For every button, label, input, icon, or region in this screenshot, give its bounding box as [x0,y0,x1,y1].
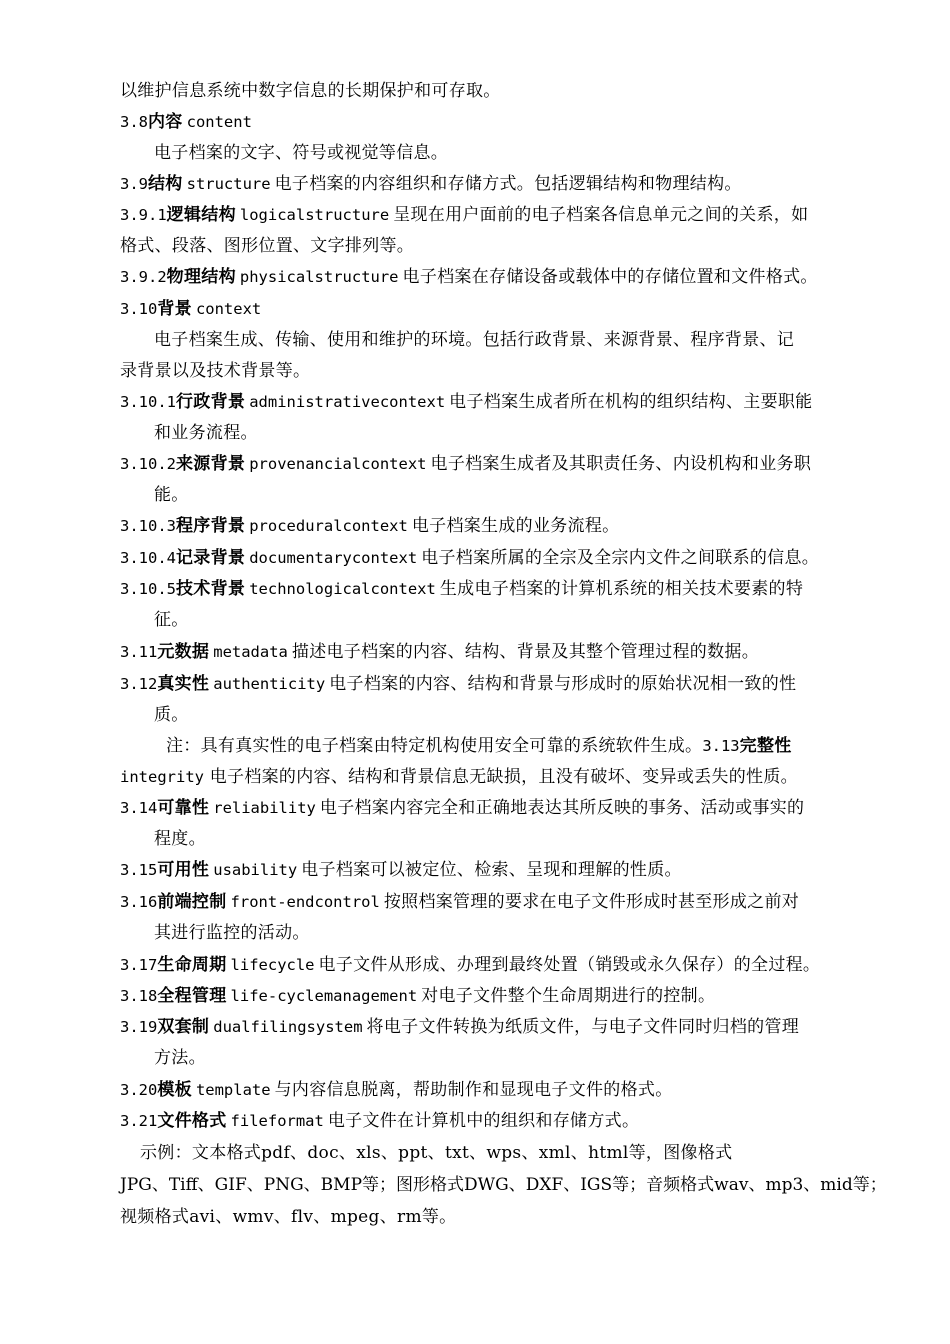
term-number: 3.10.1 [120,393,176,411]
example-text: 视频格式avi、wmv、flv、mpeg、rm等。 [120,1207,457,1227]
term-definition: 电子档案可以被定位、检索、呈现和理解的性质。 [301,860,682,880]
term-entry [120,859,880,881]
term-number: 3.10.5 [120,580,176,598]
term-number: 3.8 [120,113,148,131]
term-number: 3.13 [702,737,740,755]
term-english: metadata [213,643,288,661]
term-title: 结构 [148,174,183,194]
example-line [120,1206,880,1228]
term-english: technologicalcontext [249,580,436,598]
term-title: 来源背景 [176,454,246,474]
term-number: 3.12 [120,675,158,693]
term-title: 文件格式 [157,1111,227,1131]
term-entry [120,641,880,663]
example-line [140,1142,900,1164]
term-definition: 电子档案的内容、结构和背景与形成时的原始状况相一致的性 [329,674,797,694]
text-line [154,609,914,631]
term-title: 全程管理 [157,986,227,1006]
text-line [154,704,914,726]
term-number: 3.19 [120,1018,158,1036]
line-text: 和业务流程。 [154,423,258,443]
term-english: context [195,300,262,318]
term-entry [120,985,880,1007]
term-title: 完整性 [739,736,792,756]
line-text: 能。 [154,485,189,505]
term-number: 3.9.1 [120,206,167,224]
term-definition: 呈现在用户面前的电子档案各信息单元之间的关系，如 [393,205,809,225]
term-entry [120,204,880,226]
term-english: fileformat [230,1112,324,1130]
term-title: 模板 [157,1080,192,1100]
text-line [154,1047,914,1069]
line-text: 录背景以及技术背景等。 [120,361,311,381]
term-definition: 描述电子档案的内容、结构、背景及其整个管理过程的数据。 [291,642,759,662]
term-entry [120,298,880,320]
term-entry [120,766,880,788]
term-definition: 电子文件从形成、办理到最终处置（销毁或永久保存）的全过程。 [318,955,821,975]
term-entry [120,111,880,133]
term-definition: 对电子文件整个生命周期进行的控制。 [421,986,716,1006]
term-entry [120,797,880,819]
term-definition: 电子档案的内容组织和存储方式。包括逻辑结构和物理结构。 [274,174,742,194]
term-entry [120,578,880,600]
term-entry [120,673,880,695]
example-line [120,1174,887,1196]
line-text: 电子档案的文字、符号或视觉等信息。 [154,143,449,163]
term-title: 物理结构 [166,267,236,287]
term-definition: 将电子文件转换为纸质文件，与电子文件同时归档的管理 [366,1017,800,1037]
term-definition: 电子档案生成的业务流程。 [411,516,620,536]
text-line [154,422,914,444]
term-entry [120,954,880,976]
term-number: 3.17 [120,956,158,974]
term-english: integrity [120,768,204,786]
line-text: 程度。 [154,829,206,849]
line-text: 征。 [154,610,189,630]
term-entry [120,891,880,913]
term-title: 生命周期 [157,955,227,975]
term-title: 记录背景 [176,548,246,568]
text-line [154,142,914,164]
term-title: 程序背景 [176,516,246,536]
term-definition: 电子档案的内容、结构和背景信息无缺损，且没有破坏、变异或丢失的性质。 [209,767,798,787]
term-number: 3.21 [120,1112,158,1130]
example-text: 示例：文本格式pdf、doc、xls、ppt、txt、wps、xml、html等，图像格式 [140,1143,733,1163]
term-title: 逻辑结构 [166,205,236,225]
term-entry [120,173,880,195]
text-line [154,484,914,506]
term-entry [120,547,880,569]
term-number: 3.9 [120,175,148,193]
text-line [154,329,914,351]
term-english: proceduralcontext [249,517,408,535]
line-text: 电子档案生成、传输、使用和维护的环境。包括行政背景、来源背景、程序背景、记 [154,330,795,350]
term-number: 3.10 [120,300,158,318]
term-title: 内容 [148,112,183,132]
term-number: 3.16 [120,893,158,911]
term-english: life-cyclemanagement [230,987,418,1005]
term-definition: 生成电子档案的计算机系统的相关技术要素的特 [439,579,804,599]
term-definition: 电子档案在存储设备或载体中的存储位置和文件格式。 [402,267,818,287]
term-english: front-endcontrol [230,893,380,911]
term-english: administrativecontext [249,393,446,411]
line-text: 质。 [154,705,189,725]
term-title: 前端控制 [157,892,227,912]
term-title: 可用性 [157,860,210,880]
text-line [154,922,914,944]
term-entry [120,266,880,288]
term-entry [120,1110,880,1132]
term-title: 行政背景 [176,392,246,412]
term-english: reliability [213,799,316,817]
term-entry [120,1079,880,1101]
text-line [154,828,914,850]
example-text: JPG、Tiff、GIF、PNG、BMP等；图形格式DWG、DXF、IGS等；音频格式wav、mp3、mid等； [120,1175,887,1195]
term-entry [120,391,880,413]
term-english: structure [186,175,271,193]
term-definition: 按照档案管理的要求在电子文件形成时甚至形成之前对 [383,892,800,912]
term-title: 技术背景 [176,579,246,599]
term-english: provenancialcontext [249,455,427,473]
term-number: 3.20 [120,1081,158,1099]
term-number: 3.10.4 [120,549,176,567]
term-english: logicalstructure [239,206,390,224]
term-entry [120,453,880,475]
term-number: 3.9.2 [120,268,167,286]
line-text: 其进行监控的活动。 [154,923,310,943]
text-line [120,235,880,257]
term-title: 双套制 [157,1017,210,1037]
term-definition: 电子文件在计算机中的组织和存储方式。 [327,1111,640,1131]
term-definition: 电子档案生成者所在机构的组织结构、主要职能 [449,392,813,412]
term-number: 3.10.3 [120,517,176,535]
term-title: 可靠性 [157,798,210,818]
term-english: usability [213,861,298,879]
term-english: content [186,113,252,131]
line-text: 格式、段落、图形位置、文字排列等。 [120,236,415,256]
term-title: 元数据 [157,642,210,662]
text-line [120,80,880,102]
term-english: documentarycontext [249,549,418,567]
term-english: authenticity [213,675,326,693]
term-title: 真实性 [157,674,210,694]
term-entry [120,1016,880,1038]
term-english: dualfilingsystem [213,1018,363,1036]
line-text: 以维护信息系统中数字信息的长期保护和可存取。 [120,81,501,101]
term-number: 3.14 [120,799,158,817]
term-english: lifecycle [230,956,315,974]
term-entry [120,515,880,537]
line-text: 方法。 [154,1048,206,1068]
note-line [166,735,926,757]
term-definition: 与内容信息脱离，帮助制作和显现电子文件的格式。 [274,1080,673,1100]
term-definition: 电子档案生成者及其职责任务、内设机构和业务职 [430,454,812,474]
term-number: 3.15 [120,861,158,879]
term-english: template [195,1081,271,1099]
term-english: physicalstructure [239,268,399,286]
text-line [120,360,880,382]
term-number: 3.11 [120,643,158,661]
term-definition: 电子档案内容完全和正确地表达其所反映的事务、活动或事实的 [319,798,805,818]
term-number: 3.10.2 [120,455,176,473]
term-definition: 电子档案所属的全宗及全宗内文件之间联系的信息。 [421,548,820,568]
term-title: 背景 [157,299,192,319]
note-text: 注：具有真实性的电子档案由特定机构使用安全可靠的系统软件生成。 [166,736,703,756]
term-number: 3.18 [120,987,158,1005]
